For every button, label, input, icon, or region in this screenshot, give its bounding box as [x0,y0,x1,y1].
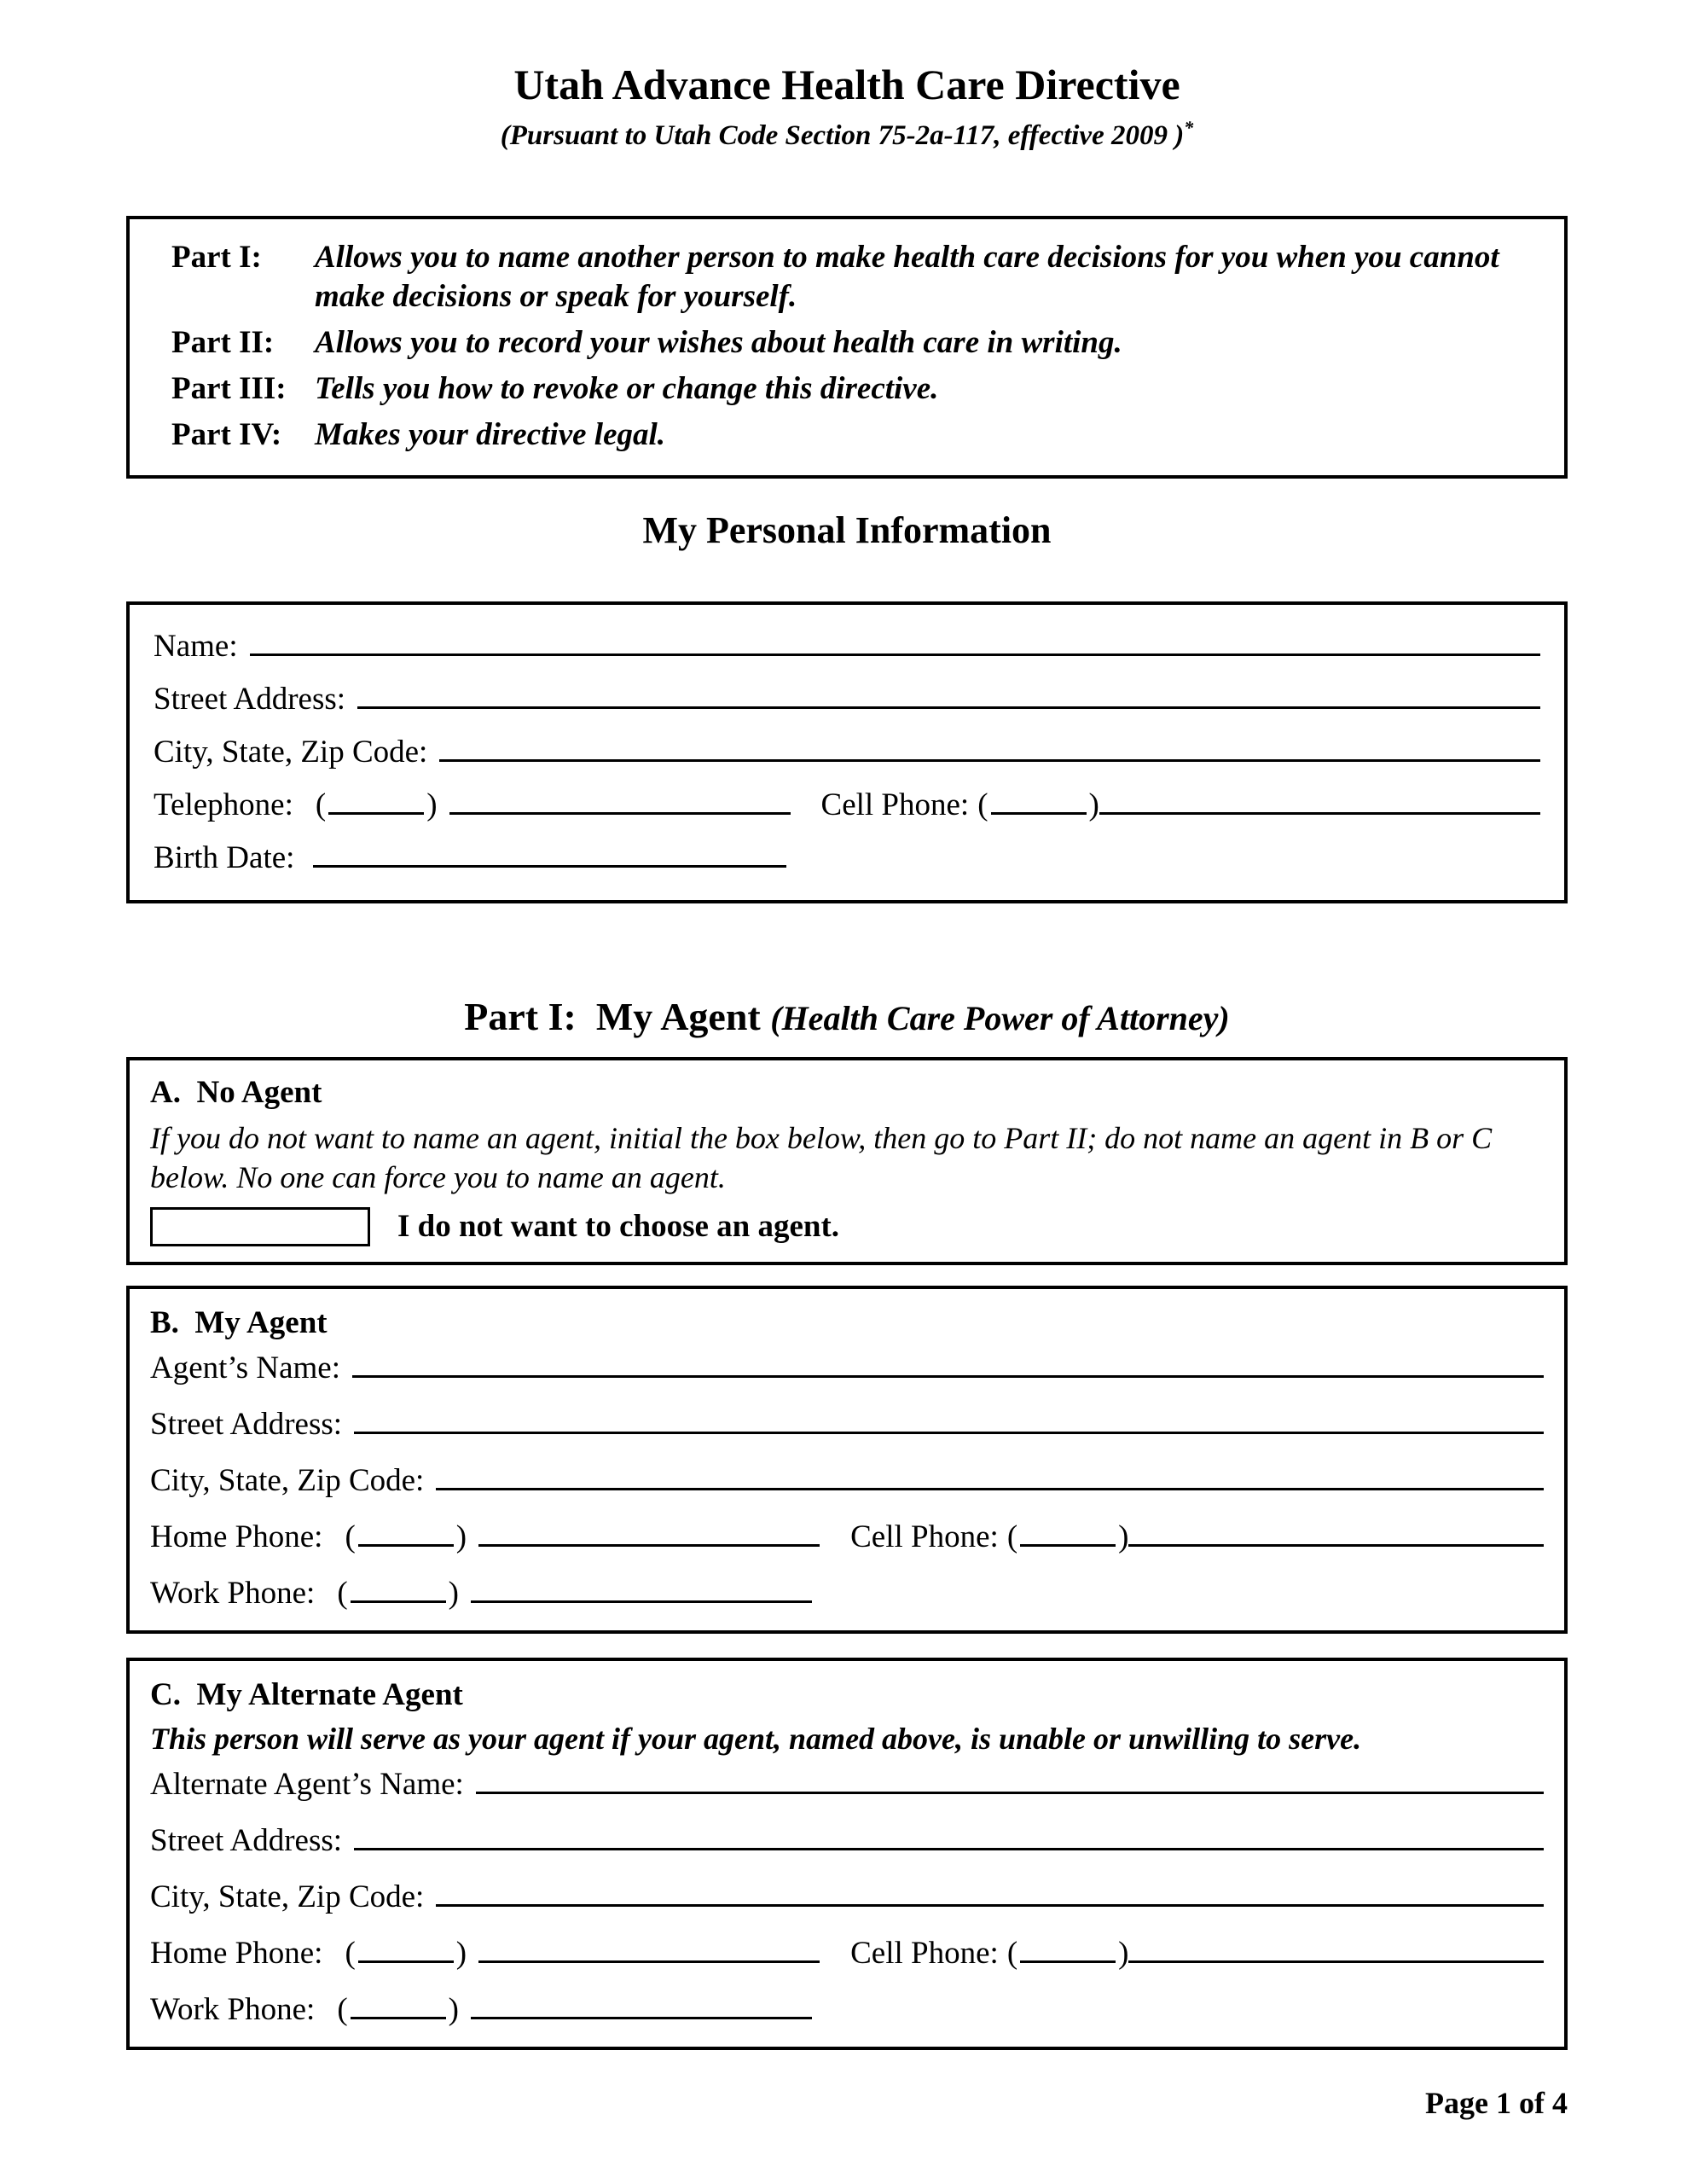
no-agent-initial-row [150,1207,1544,1246]
part1-heading-main: Part I: My Agent [464,995,771,1038]
agent-street-row [150,1405,1544,1444]
street-address-row [154,680,1540,719]
no-agent-initial-box[interactable] [150,1207,370,1246]
alternate-agent-street-label: Street Address: [150,1823,343,1858]
alternate-agent-work-phone-area-field[interactable] [351,2012,446,2019]
alternate-agent-home-phone-number-field[interactable] [478,1955,820,1963]
document-header [126,60,1568,154]
alternate-agent-cell-phone-label: Cell Phone: [850,1936,999,1971]
close-paren: ) [1118,1519,1129,1554]
agent-cell-phone-label: Cell Phone: [850,1519,999,1554]
birth-date-field-line[interactable] [313,860,786,868]
cell-phone-number-field[interactable] [1099,807,1540,815]
alternate-agent-name-row [150,1765,1544,1804]
agent-street-field-line[interactable] [354,1426,1544,1434]
cell-phone-label: Cell Phone: [820,787,970,822]
no-agent-section-box [126,1057,1568,1265]
agent-cell-phone-area-field[interactable] [1020,1539,1116,1547]
name-field-line[interactable] [250,648,1540,656]
agent-city-row [150,1461,1544,1501]
alternate-agent-cell-phone-area-field[interactable] [1020,1955,1116,1963]
close-paren: ) [455,1936,467,1971]
telephone-label: Telephone: [154,787,293,822]
close-paren: ) [1118,1936,1129,1971]
birth-date-label: Birth Date: [154,840,295,875]
no-agent-instructions: If you do not want to name an agent, initial the box below, then go to Part II; do not name an agent in B or C below. No one can force you to name an agent. [150,1121,1493,1194]
agent-city-field-line[interactable] [436,1483,1544,1490]
alternate-agent-street-field-line[interactable] [354,1843,1544,1850]
my-agent-section-box [126,1286,1568,1634]
city-state-zip-row [154,733,1540,772]
part3-label: Part III: [171,371,287,406]
parts-overview-box [126,216,1568,479]
open-paren: ( [337,1992,348,2027]
street-address-label: Street Address: [154,682,346,717]
alternate-agent-city-row [150,1878,1544,1917]
agent-work-phone-label: Work Phone: [150,1576,316,1611]
open-paren: ( [1006,1936,1018,1971]
telephone-row [154,786,1540,825]
alternate-agent-name-label: Alternate Agent’s Name: [150,1767,464,1802]
alternate-agent-name-field-line[interactable] [476,1786,1544,1794]
parts-overview-row [171,369,1530,409]
alternate-agent-street-row [150,1821,1544,1861]
name-label: Name: [154,629,238,664]
section-a-heading: A. No Agent [150,1075,322,1110]
telephone-number-field[interactable] [449,807,791,815]
footnote-asterisk: * [1184,117,1194,138]
agent-home-phone-area-field[interactable] [358,1539,454,1547]
section-c-heading: C. My Alternate Agent [150,1677,463,1712]
document-subtitle [126,109,1568,154]
agent-home-phone-label: Home Phone: [150,1519,323,1554]
part1-heading [126,992,1568,1043]
parts-overview-row [171,238,1530,317]
subtitle-text: (Pursuant to Utah Code Section 75-2a-117, effective 2009 ) [500,120,1185,151]
city-state-zip-label: City, State, Zip Code: [154,735,428,770]
open-paren: ( [977,787,988,822]
part1-description: Allows you to name another person to make health care decisions for you when you cannot make decisions or speak for yourself. [315,240,1499,314]
alternate-agent-city-field-line[interactable] [436,1899,1544,1907]
alternate-agent-home-phone-row [150,1934,1544,1973]
part4-label: Part IV: [171,417,282,452]
agent-cell-phone-number-field[interactable] [1128,1539,1544,1547]
document-title: Utah Advance Health Care Directive [513,61,1180,108]
agent-home-phone-row [150,1518,1544,1557]
open-paren: ( [1006,1519,1018,1554]
close-paren: ) [448,1992,459,2027]
telephone-area-code-field[interactable] [328,807,424,815]
parts-overview-row [171,415,1530,455]
close-paren: ) [426,787,438,822]
birth-date-row [154,839,1540,878]
agent-work-phone-row [150,1574,1544,1613]
part3-description: Tells you how to revoke or change this directive. [315,371,939,406]
agent-name-label: Agent’s Name: [150,1350,340,1385]
section-b-heading: B. My Agent [150,1305,328,1340]
part1-heading-parenthetical: (Health Care Power of Attorney) [770,999,1230,1037]
alternate-agent-city-label: City, State, Zip Code: [150,1879,425,1914]
open-paren: ( [345,1936,356,1971]
cell-phone-area-code-field[interactable] [991,807,1087,815]
open-paren: ( [315,787,327,822]
open-paren: ( [345,1519,356,1554]
part4-description: Makes your directive legal. [315,417,666,452]
personal-info-box [126,601,1568,903]
alternate-agent-description: This person will serve as your agent if your agent, named above, is unable or unwilling to serve. [150,1722,1362,1756]
close-paren: ) [455,1519,467,1554]
name-row [154,627,1540,666]
personal-info-heading: My Personal Information [642,509,1052,551]
parts-overview-row [171,323,1530,363]
agent-city-label: City, State, Zip Code: [150,1463,425,1498]
alternate-agent-section-box [126,1658,1568,2050]
alternate-agent-work-phone-row [150,1990,1544,2030]
page-number: Page 1 of 4 [1425,2086,1568,2120]
street-address-field-line[interactable] [357,701,1540,709]
city-state-zip-field-line[interactable] [439,754,1540,762]
part2-label: Part II: [171,325,275,360]
close-paren: ) [1088,787,1099,822]
alternate-agent-cell-phone-number-field[interactable] [1128,1955,1544,1963]
part1-label: Part I: [171,240,262,275]
open-paren: ( [337,1576,348,1611]
agent-work-phone-area-field[interactable] [351,1595,446,1603]
page-footer [126,2084,1568,2122]
no-agent-checkbox-label: I do not want to choose an agent. [397,1209,840,1244]
alternate-agent-work-phone-label: Work Phone: [150,1992,316,2027]
agent-name-field-line[interactable] [352,1370,1544,1378]
close-paren: ) [448,1576,459,1611]
agent-home-phone-number-field[interactable] [478,1539,820,1547]
alternate-agent-work-phone-number-field[interactable] [471,2012,812,2019]
agent-street-label: Street Address: [150,1407,343,1442]
part2-description: Allows you to record your wishes about health care in writing. [315,325,1122,360]
agent-work-phone-number-field[interactable] [471,1595,812,1603]
agent-name-row [150,1349,1544,1388]
alternate-agent-home-phone-label: Home Phone: [150,1936,323,1971]
alternate-agent-home-phone-area-field[interactable] [358,1955,454,1963]
